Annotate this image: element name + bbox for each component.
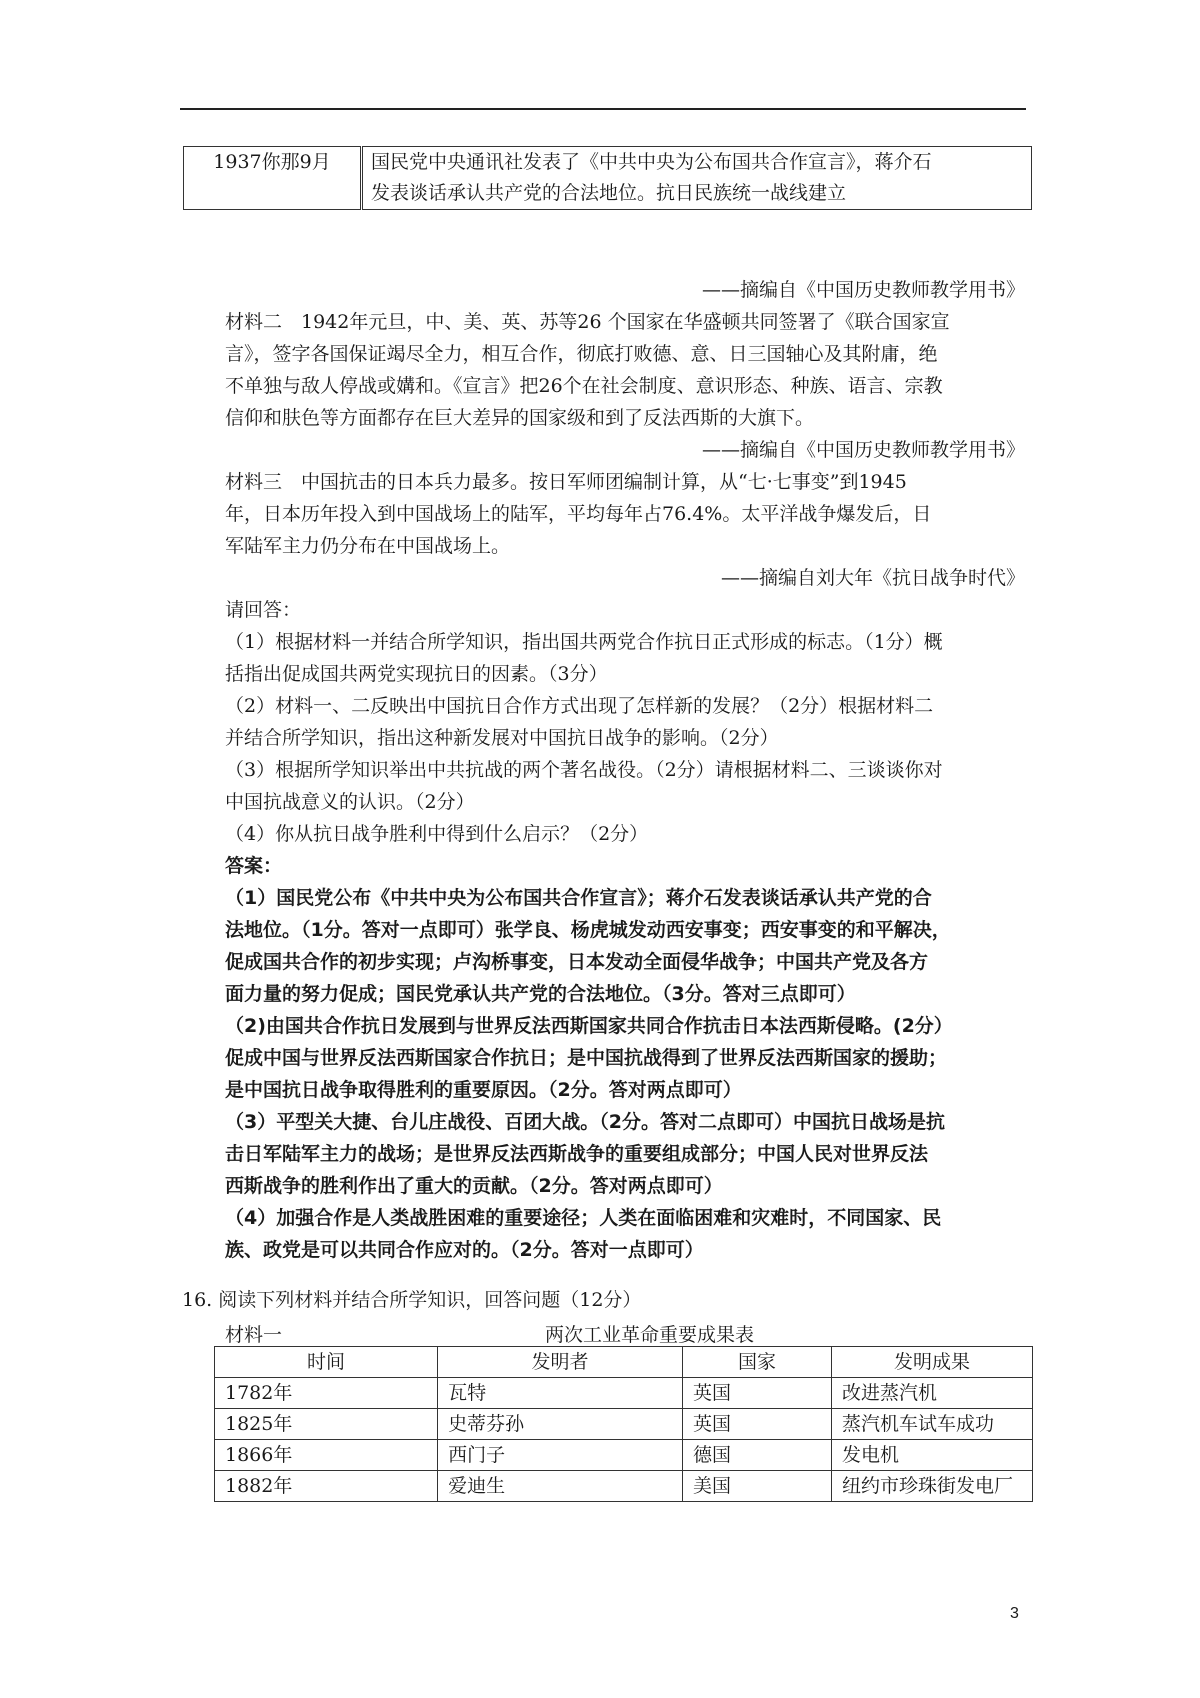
material3-line: 军陆军主力仍分布在中国战场上。 [225, 535, 511, 557]
answer-line: （1）国民党公布《中共中央为公布国共合作宣言》；蒋介石发表谈话承认共产党的合 [225, 887, 932, 909]
answer-line: 是中国抗日战争取得胜利的重要原因。（2分。答对两点即可） [225, 1079, 742, 1101]
material2-line: 材料二 1942年元旦，中、美、英、苏等26 个国家在华盛顿共同签署了《联合国家宣 [225, 311, 950, 333]
table-row [215, 1440, 1033, 1471]
table-title: 两次工业革命重要成果表 [545, 1324, 755, 1346]
material3-line: 年，日本历年投入到中国战场上的陆军，平均每年占76.4%。太平洋战争爆发后，日 [225, 503, 932, 525]
source-citation: ——摘编自刘大年《抗日战争时代》 [720, 567, 1025, 589]
event-description [362, 147, 1032, 210]
source-citation: ——摘编自《中国历史教师教学用书》 [701, 439, 1025, 461]
question-line: （3）根据所学知识举出中共抗战的两个著名战役。（2分）请根据材料二、三谈谈你对 [225, 759, 943, 781]
answer-line: （2)由国共合作抗日发展到与世界反法西斯国家共同合作抗击日本法西斯侵略。(2分） [225, 1015, 953, 1037]
cell-achievement: 纽约市珍珠街发电厂 [832, 1471, 1033, 1502]
cell-time: 1882年 [215, 1471, 438, 1502]
question-line: 并结合所学知识，指出这种新发展对中国抗日战争的影响。（2分） [225, 727, 779, 749]
answer-line: （4）加强合作是人类战胜困难的重要途径；人类在面临困难和灾难时，不同国家、民 [225, 1207, 942, 1229]
question-16: 16. 阅读下列材料并结合所学知识，回答问题（12分） [182, 1289, 642, 1311]
answer-heading: 答案： [225, 855, 283, 877]
event-line: 国民党中央通讯社发表了《中共中央为公布国共合作宣言》，蒋介石 [371, 151, 932, 173]
cell-country: 德国 [682, 1440, 831, 1471]
answer-line: 西斯战争的胜利作出了重大的贡献。（2分。答对两点即可） [225, 1175, 723, 1197]
question-line: （1）根据材料一并结合所学知识，指出国共两党合作抗日正式形成的标志。（1分）概 [225, 631, 943, 653]
cell-country: 美国 [682, 1471, 831, 1502]
cell-achievement: 蒸汽机车试车成功 [832, 1409, 1033, 1440]
column-header: 发明者 [438, 1347, 683, 1378]
inventions-table [214, 1346, 1033, 1502]
material3-line: 材料三 中国抗击的日本兵力最多。按日军师团编制计算，从“七·七事变”到1945 [225, 471, 907, 493]
cell-inventor: 瓦特 [438, 1378, 683, 1409]
cell-country: 英国 [682, 1409, 831, 1440]
table-row [215, 1409, 1033, 1440]
material2-line: 信仰和肤色等方面都存在巨大差异的国家级和到了反法西斯的大旗下。 [225, 407, 815, 429]
cell-time: 1825年 [215, 1409, 438, 1440]
question-line: 中国抗战意义的认识。（2分） [225, 791, 475, 813]
cell-achievement: 改进蒸汽机 [832, 1378, 1033, 1409]
events-table [183, 146, 1032, 210]
question-line: 括指出促成国共两党实现抗日的因素。（3分） [225, 663, 608, 685]
prompt: 请回答： [225, 599, 302, 621]
column-header: 发明成果 [832, 1347, 1033, 1378]
table-row [215, 1378, 1033, 1409]
answer-line: 族、政党是可以共同合作应对的。（2分。答对一点即可） [225, 1239, 704, 1261]
event-line: 发表谈话承认共产党的合法地位。抗日民族统一战线建立 [371, 182, 847, 204]
question-line: （2）材料一、二反映出中国抗日合作方式出现了怎样新的发展？（2分）根据材料二 [225, 695, 934, 717]
answer-line: （3）平型关大捷、台儿庄战役、百团大战。（2分。答对二点即可）中国抗日战场是抗 [225, 1111, 945, 1133]
column-header: 时间 [215, 1347, 438, 1378]
material2-line: 言》，签字各国保证竭尽全力，相互合作，彻底打败德、意、日三国轴心及其附庸，绝 [225, 343, 938, 365]
header-rule [180, 108, 1026, 110]
table-row [215, 1471, 1033, 1502]
cell-inventor: 爱迪生 [438, 1471, 683, 1502]
material-label: 材料一 [225, 1324, 283, 1346]
cell-country: 英国 [682, 1378, 831, 1409]
material2-line: 不单独与敌人停战或媾和。《宣言》把26个在社会制度、意识形态、种族、语言、宗教 [225, 375, 943, 397]
cell-achievement: 发电机 [832, 1440, 1033, 1471]
cell-inventor: 西门子 [438, 1440, 683, 1471]
column-header: 国家 [682, 1347, 831, 1378]
cell-time: 1866年 [215, 1440, 438, 1471]
question-line: （4）你从抗日战争胜利中得到什么启示？（2分） [225, 823, 649, 845]
answer-line: 促成国共合作的初步实现；卢沟桥事变，日本发动全面侵华战争；中国共产党及各方 [225, 951, 929, 973]
source-citation: ——摘编自《中国历史教师教学用书》 [701, 279, 1025, 301]
answer-line: 击日军陆军主力的战场；是世界反法西斯战争的重要组成部分；中国人民对世界反法 [225, 1143, 929, 1165]
cell-time: 1782年 [215, 1378, 438, 1409]
answer-line: 法地位。（1分。答对一点即可）张学良、杨虎城发动西安事变；西安事变的和平解决， [225, 919, 951, 941]
cell-inventor: 史蒂芬孙 [438, 1409, 683, 1440]
answer-line: 面力量的努力促成；国民党承认共产党的合法地位。（3分。答对三点即可） [225, 983, 856, 1005]
page-number: 3 [1010, 1605, 1019, 1622]
event-date: 1937你那9月 [184, 147, 362, 210]
table-row [184, 147, 1032, 210]
answer-line: 促成中国与世界反法西斯国家合作抗日；是中国抗战得到了世界反法西斯国家的援助； [225, 1047, 948, 1069]
table-header-row [215, 1347, 1033, 1378]
